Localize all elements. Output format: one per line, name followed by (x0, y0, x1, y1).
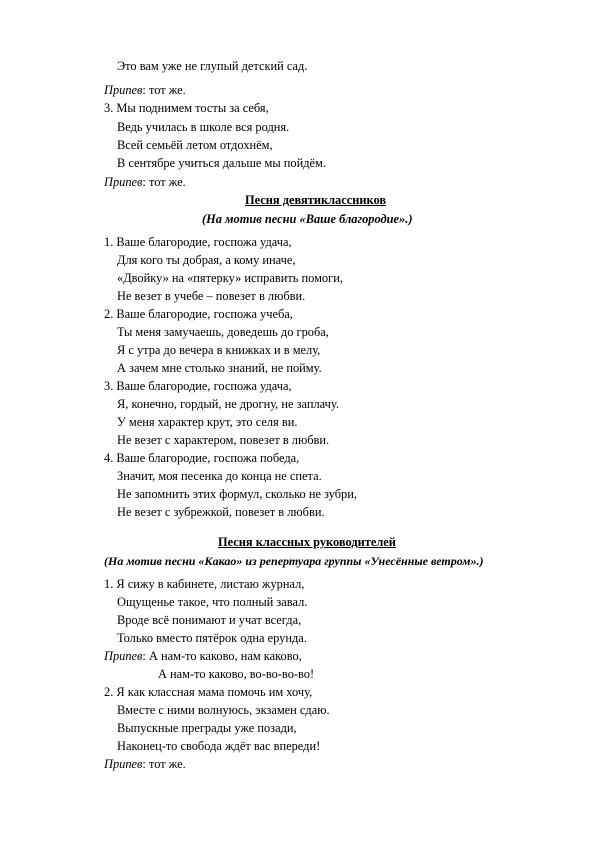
refrain-text: : тот же. (142, 83, 186, 97)
verse-line: Всей семьёй летом отдохнём, (117, 138, 273, 152)
verse-line: 1. Я сижу в кабинете, листаю журнал, (104, 577, 305, 591)
refrain-line (104, 650, 302, 662)
verse-line: Не запомнить этих формул, сколько не зубри, (117, 487, 357, 501)
refrain-label: Припев (104, 649, 143, 663)
verse-line: Не везет с зубрежкой, повезет в любви. (117, 505, 325, 519)
verse-line: Вместе с ними волнуюсь, экзамен сдаю. (117, 703, 330, 717)
verse-line: В сентябре учиться дальше мы пойдём. (117, 156, 326, 170)
refrain-line (104, 176, 186, 188)
verse-line: Не везет в учебе – повезет в любви. (117, 289, 306, 303)
verse-line: Выпускные преграды уже позади, (117, 721, 297, 735)
verse-line: Ведь училась в школе вся родня. (117, 120, 290, 134)
verse-line: 3. Ваше благородие, госпожа удача, (104, 379, 292, 393)
verse-line: 2. Ваше благородие, госпожа учеба, (104, 307, 293, 321)
verse-line: Вроде всё понимают и учат всегда, (117, 613, 302, 627)
refrain-label: Припев (104, 175, 143, 189)
verse-line: Наконец-то свобода ждёт вас впереди! (117, 739, 321, 753)
verse-line: Для кого ты добрая, а кому иначе, (117, 253, 296, 267)
verse-line: У меня характер крут, это селя ви. (117, 415, 298, 429)
verse-line: Ты меня замучаешь, доведешь до гроба, (117, 325, 329, 339)
verse-line: Ощущенье такое, что полный завал. (117, 595, 308, 609)
song-subtitle: (На мотив песни «Какао» из репертуара группы «Унесённые ветром».) (104, 554, 484, 568)
refrain-text: : тот же. (142, 175, 186, 189)
refrain-line (104, 758, 186, 770)
verse-line: Это вам уже не глупый детский сад. (117, 59, 308, 73)
verse-line: Только вместо пятёрок одна ерунда. (117, 631, 307, 645)
refrain-text: : тот же. (142, 757, 186, 771)
song-title: Песня девятиклассников (245, 193, 387, 207)
verse-line: Не везет с характером, повезет в любви. (117, 433, 330, 447)
refrain-line (104, 84, 186, 96)
verse-line: Я, конечно, гордый, не дрогну, не заплачу. (117, 397, 339, 411)
refrain-text: : А нам-то каково, нам каково, (142, 649, 302, 663)
verse-line: 2. Я как классная мама помочь им хочу, (104, 685, 313, 699)
refrain-line: А нам-то каково, во-во-во-во! (158, 667, 315, 681)
refrain-label: Припев (104, 83, 143, 97)
verse-line: «Двойку» на «пятерку» исправить помоги, (117, 271, 343, 285)
song-subtitle: (На мотив песни «Ваше благородие».) (202, 212, 413, 226)
song-title: Песня классных руководителей (218, 535, 396, 549)
verse-line: 1. Ваше благородие, госпожа удача, (104, 235, 292, 249)
verse-line: Я с утра до вечера в книжках и в мелу, (117, 343, 321, 357)
verse-line: А зачем мне столько знаний, не пойму. (117, 361, 322, 375)
verse-line: 4. Ваше благородие, госпожа победа, (104, 451, 300, 465)
verse-line: 3. Мы поднимем тосты за себя, (104, 101, 269, 115)
refrain-label: Припев (104, 757, 143, 771)
verse-line: Значит, моя песенка до конца не спета. (117, 469, 322, 483)
